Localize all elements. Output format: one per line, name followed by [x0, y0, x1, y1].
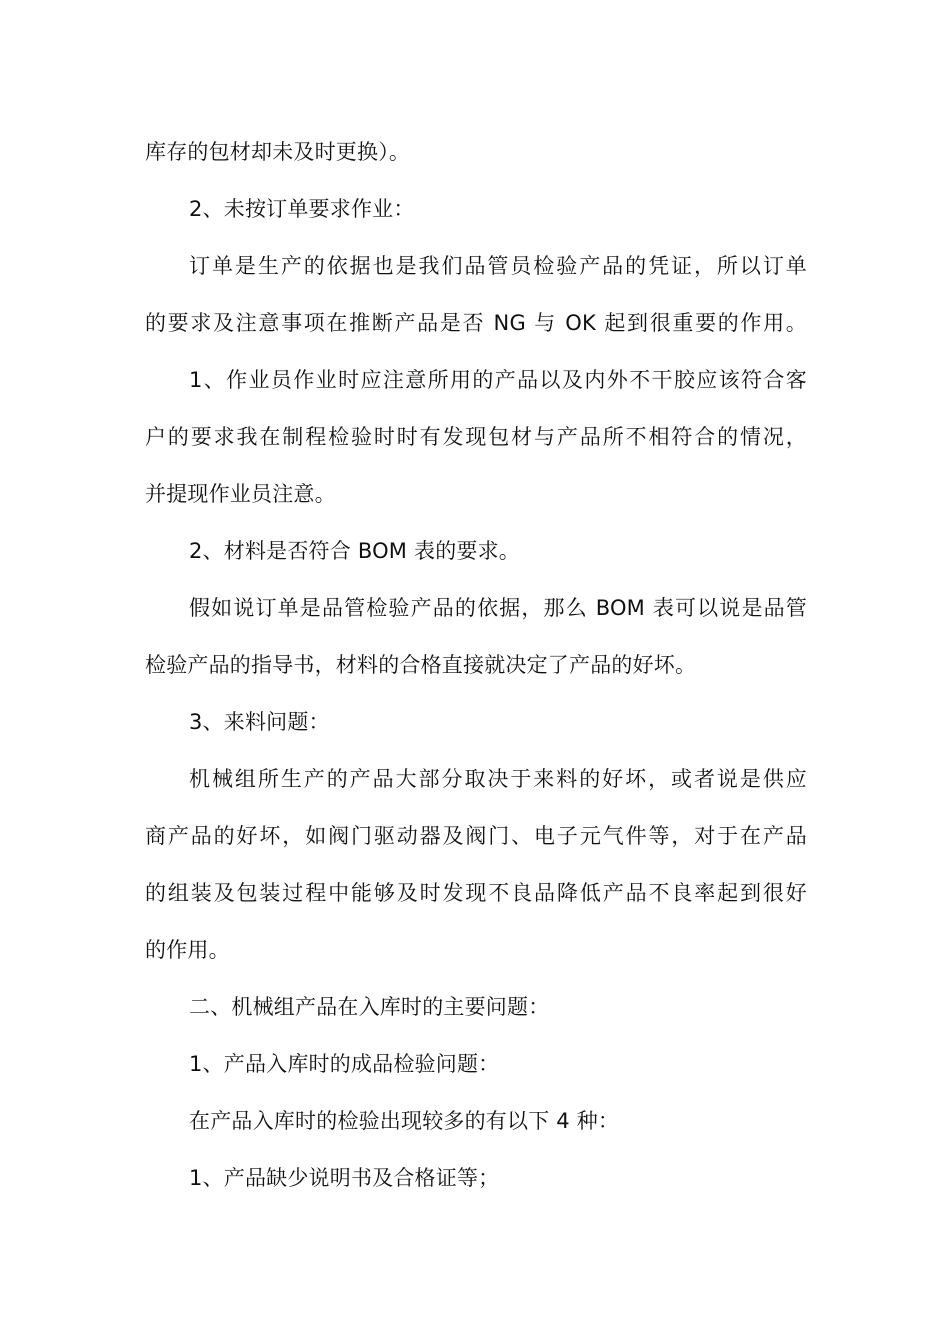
section-heading: 2、未按订单要求作业：	[189, 197, 415, 221]
text-line: 的作用。	[145, 938, 230, 962]
section-heading: 2、材料是否符合 BOM 表的要求。	[189, 539, 520, 563]
section-heading: 3、来料问题：	[189, 710, 330, 734]
document-body	[145, 124, 807, 1207]
list-item: 1、产品缺少说明书及合格证等；	[189, 1166, 500, 1190]
text-line: 商产品的好坏，如阀门驱动器及阀门、电子元气件等，对于在产品	[145, 824, 807, 848]
text-line: 假如说订单是品管检验产品的依据，那么 BOM 表可以说是品管	[189, 596, 807, 620]
text-line: 的要求及注意事项在推断产品是否 NG 与 OK 起到很重要的作用。	[145, 311, 807, 335]
text-line: 在产品入库时的检验出现较多的有以下 4 种：	[189, 1109, 620, 1133]
text-line: 库存的包材却未及时更换）。	[145, 140, 411, 164]
text-line: 订单是生产的依据也是我们品管员检验产品的凭证，所以订单	[189, 254, 807, 278]
text-line: 1、作业员作业时应注意所用的产品以及内外不干胶应该符合客	[189, 368, 807, 392]
text-line: 的组装及包装过程中能够及时发现不良品降低产品不良率起到很好	[145, 881, 807, 905]
text-line: 检验产品的指导书，材料的合格直接就决定了产品的好坏。	[145, 653, 697, 677]
text-line: 机械组所生产的产品大部分取决于来料的好坏，或者说是供应	[189, 767, 807, 791]
section-heading: 1、产品入库时的成品检验问题：	[189, 1052, 500, 1076]
text-line: 并提现作业员注意。	[145, 482, 336, 506]
section-heading: 二、机械组产品在入库时的主要问题：	[189, 995, 550, 1019]
text-line: 户的要求我在制程检验时时有发现包材与产品所不相符合的情况，	[145, 425, 807, 449]
